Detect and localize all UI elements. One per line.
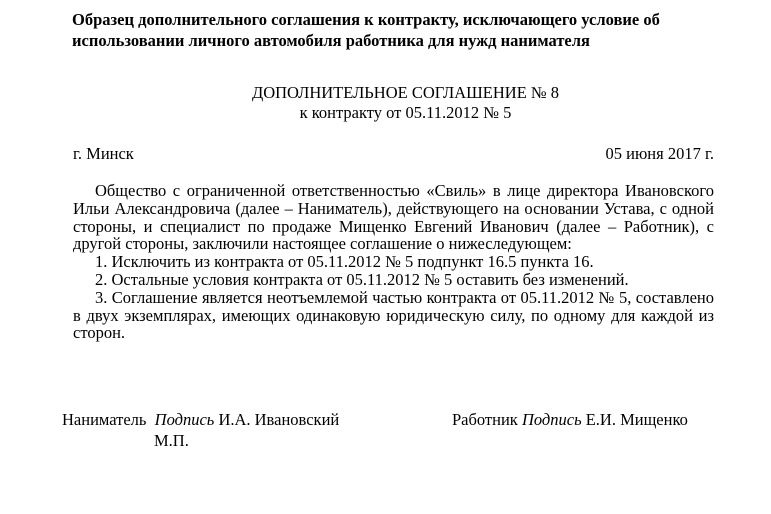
employer-sign-label: Подпись <box>154 410 215 429</box>
paragraph-item-2: 2. Остальные условия контракта от 05.11.2012 № 5 оставить без изменений. <box>95 269 629 289</box>
employer-name: И.А. Ивановский <box>218 410 340 429</box>
employer-signature <box>62 410 339 430</box>
city: г. Минск <box>73 144 134 163</box>
document-heading: Образец дополнительного соглашения к контракту, исключающего условие об использовании личного автомобиля работника для нужд нанимателя <box>72 10 660 50</box>
agreement-body <box>73 182 714 342</box>
paragraph-preamble: Общество с ограниченной ответственностью «Свиль» в лице директора Ивановского Ильи Александровича (далее – Наниматель), действующего на основании Устава, с одной стороны, и специалист по продаже Мищенко Евгений Иванович (далее – Работник), с другой стороны, заключили настоящее соглашение о нижеследующем: <box>73 181 714 254</box>
paragraph-item-3: 3. Соглашение является неотъемлемой частью контракта от 05.11.2012 № 5, составлено в двух экземплярах, имеющих одинаковую юридическую силу, по одному для каждой из сторон. <box>73 287 714 343</box>
agreement-subtitle: к контракту от 05.11.2012 № 5 <box>299 103 512 122</box>
employee-sign-label: Подпись <box>521 410 582 429</box>
paragraph-item-1: 1. Исключить из контракта от 05.11.2012 № 5 подпункт 16.5 пункта 16. <box>95 252 594 272</box>
agreement-title: ДОПОЛНИТЕЛЬНОЕ СОГЛАШЕНИЕ № 8 <box>251 83 560 102</box>
employee-role: Работник <box>452 410 518 429</box>
document-date: 05 июня 2017 г. <box>605 144 714 163</box>
stamp-label: М.П. <box>154 431 189 450</box>
employer-role: Наниматель <box>62 410 147 429</box>
employee-signature <box>452 410 688 430</box>
employee-name: Е.И. Мищенко <box>585 410 688 429</box>
